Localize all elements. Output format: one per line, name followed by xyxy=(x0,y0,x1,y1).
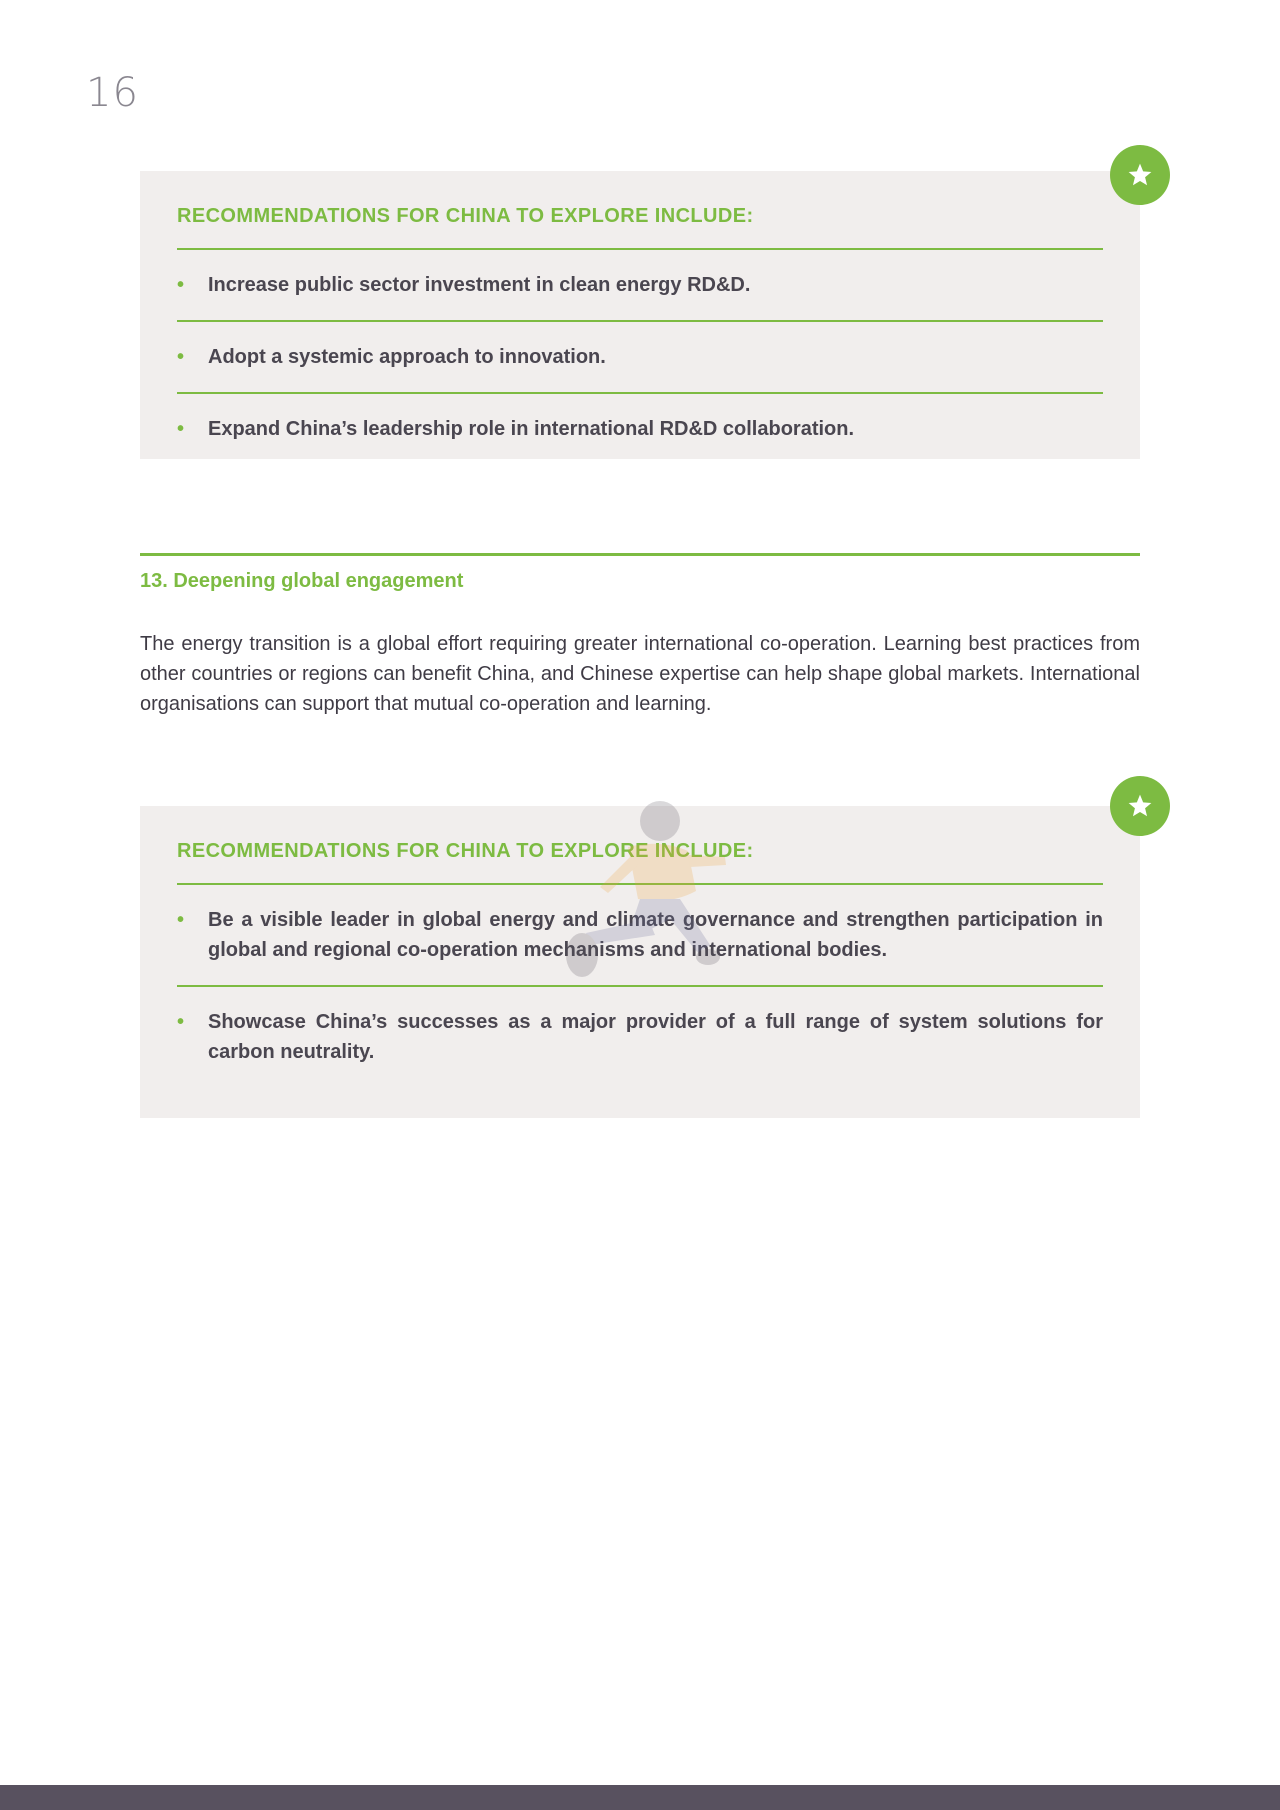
recommendation-text: Adopt a systemic approach to innovation. xyxy=(208,346,606,368)
recommendations-box-2 xyxy=(140,806,1140,1118)
recommendations-list xyxy=(177,250,1103,464)
bullet-icon: • xyxy=(177,418,185,440)
recommendation-item xyxy=(177,394,1103,464)
recommendation-text: Be a visible leader in global energy and climate governance and strengthen participation in global and regional co-operation mechanisms and international bodies. xyxy=(208,909,1103,961)
recommendations-list xyxy=(177,885,1103,1087)
bullet-icon: • xyxy=(177,909,185,931)
star-icon xyxy=(1110,145,1170,205)
recommendation-text: Expand China’s leadership role in international RD&D collaboration. xyxy=(208,418,855,440)
recommendations-box-1 xyxy=(140,171,1140,459)
recommendation-text: Increase public sector investment in clean energy RD&D. xyxy=(208,274,751,296)
star-icon-glyph xyxy=(1127,793,1153,819)
bullet-icon: • xyxy=(177,346,185,368)
star-icon xyxy=(1110,776,1170,836)
recommendation-item xyxy=(177,885,1103,987)
bullet-icon: • xyxy=(177,1011,185,1033)
recommendations-heading: RECOMMENDATIONS FOR CHINA TO EXPLORE INCLUDE: xyxy=(177,806,1103,885)
recommendation-text: Showcase China’s successes as a major provider of a full range of system solutions for carbon neutrality. xyxy=(208,1011,1103,1063)
section-title: 13. Deepening global engagement xyxy=(140,570,464,592)
star-icon-glyph xyxy=(1127,162,1153,188)
recommendation-item xyxy=(177,250,1103,322)
section-body-text: The energy transition is a global effort requiring greater international co-operation. Learning best practices from other countries or regions can benefit China, and Chinese expertise can help shape global markets. International organisations can support that mutual co-operation and learning. xyxy=(140,633,1140,715)
section-divider xyxy=(140,553,1140,556)
page-number: 16 xyxy=(86,70,139,116)
footer-bar xyxy=(0,1785,1280,1810)
recommendations-heading: RECOMMENDATIONS FOR CHINA TO EXPLORE INCLUDE: xyxy=(177,171,1103,250)
recommendation-item xyxy=(177,987,1103,1087)
bullet-icon: • xyxy=(177,274,185,296)
recommendation-item xyxy=(177,322,1103,394)
